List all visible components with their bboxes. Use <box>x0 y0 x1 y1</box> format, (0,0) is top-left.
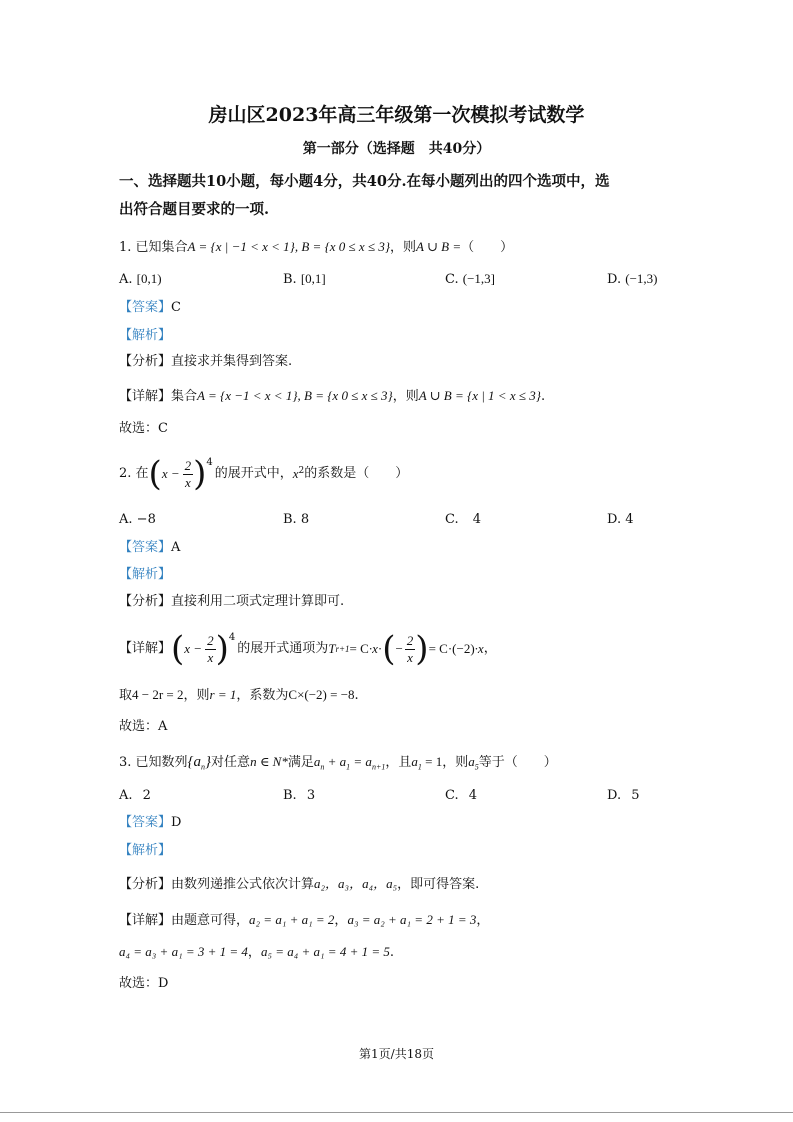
q3-a5: a <box>468 754 475 769</box>
fenxi-tag: 【分析】 <box>119 594 172 609</box>
q3-jiexi-tag: 【解析】 <box>119 843 172 858</box>
line2-math4: ×(−2) = −8 <box>297 687 355 702</box>
option-letter: A. <box>119 512 133 527</box>
option-value: 8 <box>300 512 310 527</box>
section-subtitle: 第一部分（选择题 共40分） <box>302 141 491 157</box>
line2-mid: ，则 <box>183 688 210 703</box>
option-letter: C. <box>445 272 459 287</box>
option-letter: D. <box>607 512 622 527</box>
q2-answer <box>119 539 180 557</box>
q3-option-a <box>119 787 151 805</box>
option-value: 5 <box>631 788 640 803</box>
q2-option-b <box>283 511 309 529</box>
q1-conclusion: 故选：C <box>119 421 168 436</box>
xiangjie-neg2: ·(−2) <box>447 641 475 656</box>
xiangjie-math2: A ∪ B = {x | 1 < x ≤ 3} <box>418 388 541 403</box>
q3-stem-prefix: 3. 已知数列 <box>119 755 188 770</box>
option-letter: C. <box>445 788 459 803</box>
q3-stem-mid3: ，且 <box>385 755 412 770</box>
q2-fraction-2 <box>405 633 416 666</box>
option-letter: B. <box>283 272 297 287</box>
right-paren-icon: ) <box>415 629 429 669</box>
q3-stem-mid: 对任意 <box>211 755 251 770</box>
q2-stem-prefix: 2. 在 <box>119 466 149 481</box>
q2-fraction <box>183 458 194 491</box>
xiangjie-C2: = C <box>428 641 448 656</box>
fraction-numerator: 2 <box>184 457 192 473</box>
q3-seq-end: } <box>205 754 212 770</box>
left-paren-icon: ( <box>148 454 162 494</box>
q3-option-b <box>283 787 315 805</box>
option-value: (−1,3] <box>462 271 496 286</box>
q2-stem <box>119 452 408 496</box>
option-letter: A. <box>119 788 133 803</box>
q2-power: 4 <box>206 457 213 468</box>
line2-sep: ， <box>247 945 261 960</box>
q1-option-d <box>607 270 657 289</box>
q3-a1: + a <box>324 754 347 769</box>
q3-line2 <box>119 943 394 962</box>
option-value: [0,1] <box>300 271 326 286</box>
q2-line2 <box>119 686 359 705</box>
right-paren-icon: ) <box>215 629 229 669</box>
q2-x-squared-exp: 2 <box>298 466 305 476</box>
answer-tag: 【答案】 <box>119 815 172 830</box>
q1-jiexi-tag: 【解析】 <box>119 328 172 343</box>
answer-value: D <box>171 815 182 830</box>
q1-stem-suffix: ，则 <box>390 240 417 255</box>
q1-option-b <box>283 270 326 289</box>
q1-xiangjie <box>119 387 545 406</box>
q2-option-d <box>607 511 634 529</box>
q3-option-c <box>445 787 477 805</box>
q2-fraction <box>205 633 216 666</box>
line2-mid2: ，系数为 <box>236 688 289 703</box>
fenxi-tag: 【分析】 <box>119 354 172 369</box>
option-letter: A. <box>119 272 133 287</box>
q3-answer <box>119 814 181 832</box>
page-title: 房山区2023年高三年级第一次模拟考试数学 <box>208 104 585 126</box>
q3-n-in-N: n ∈ N* <box>250 754 288 769</box>
line2-end: . <box>354 688 359 703</box>
xiangjie-end: . <box>540 389 546 404</box>
q3-stem-mid4: ，则 <box>442 755 469 770</box>
xiangjie-tag: 【详解】 <box>119 913 172 928</box>
q2-fenxi <box>119 593 344 611</box>
fenxi-tag: 【分析】 <box>119 877 172 892</box>
xiangjie-mid: ，则 <box>392 389 419 404</box>
fenxi-prefix: 由数列递推公式依次计算 <box>171 877 315 892</box>
fenxi-end: ，即可得答案. <box>397 877 480 892</box>
q1-fenxi <box>119 353 292 371</box>
q1-option-a <box>119 270 162 289</box>
left-paren-icon: ( <box>171 629 185 669</box>
q2-x-part: x − <box>161 466 180 481</box>
xiangjie-prefix: 由题意可得， <box>171 913 250 928</box>
right-paren-icon: ) <box>193 454 207 494</box>
page-bottom-divider <box>0 1112 793 1113</box>
xiangjie-mid: 的展开式通项为 <box>237 641 329 656</box>
fraction-numerator: 2 <box>207 632 214 648</box>
q1-stem <box>119 238 513 257</box>
xiangjie-x: ·x <box>368 641 378 656</box>
q3-stem: 3. 已知数列$\{a_n\}$对任意n ∈ N*满足$a_n + a_1 = a_{n+1}$，且$a_1 = 1$，则$a_5$等于（ ） <box>119 754 557 772</box>
xiangjie-sep: ， <box>334 913 348 928</box>
option-value: 4 <box>468 788 478 803</box>
option-value: (−1,3) <box>625 271 658 286</box>
xiangjie-math2: a₃ = a₂ + a₁ = 2 + 1 = 3 <box>347 912 477 927</box>
q2-x-part: x − <box>184 641 203 656</box>
xiangjie-end: ， <box>476 913 490 928</box>
q1-stem-math2: A ∪ B = <box>416 239 462 254</box>
fraction-numerator: 2 <box>406 632 414 648</box>
xiangjie-T: T <box>328 641 336 656</box>
fraction-denominator: x <box>207 649 214 665</box>
q3-a1-val: a <box>411 754 418 769</box>
xiangjie-math: A = {x −1 < x < 1}, B = {x 0 ≤ x ≤ 3} <box>197 388 393 403</box>
xiangjie-T-sub: r+1 <box>335 644 350 654</box>
section-intro-line2: 出符合题目要求的一项. <box>119 201 270 218</box>
q3-stem-mid2: 满足 <box>287 755 314 770</box>
fraction-denominator: x <box>407 649 413 665</box>
xiangjie-prefix: 集合 <box>171 389 198 404</box>
fraction-denominator: x <box>184 474 191 490</box>
line2-math2: a₅ = a₄ + a₁ = 4 + 1 = 5 <box>260 944 390 959</box>
xiangjie-math: a₂ = a₁ + a₁ = 2 <box>249 912 335 927</box>
q3-option-d <box>607 787 640 805</box>
q3-conclusion: 故选：D <box>119 976 169 991</box>
q1-stem-paren: （ ） <box>461 240 514 255</box>
section-intro-line1: 一、选择题共10小题，每小题4分，共40分.在每小题列出的四个选项中，选 <box>119 173 610 190</box>
answer-tag: 【答案】 <box>119 300 172 315</box>
xiangjie-x2: ·x <box>474 641 484 656</box>
q1-stem-prefix: 1. 已知集合 <box>119 240 188 255</box>
line2-math: 4 − 2r = 2 <box>132 687 184 702</box>
xiangjie-tag: 【详解】 <box>119 389 172 404</box>
line2-end: . <box>389 945 394 960</box>
answer-value: A <box>171 540 181 555</box>
q2-xiangjie: 【详解】 ( x − $\frac{2}{x}$ ) $^4$ 的展开式通项为 T r+1 = C ·x · ( − $\frac{2}{x}$ ) = C ·(−2) ·x ， <box>119 629 497 669</box>
option-value: 4 <box>625 512 634 527</box>
q2-power: 4 <box>228 632 236 643</box>
line2-prefix: 取 <box>119 688 133 703</box>
q3-an: a <box>313 754 321 769</box>
page-number: 第1页/共18页 <box>359 1047 434 1061</box>
q2-option-c <box>445 511 481 529</box>
q2-conclusion: 故选：A <box>119 719 168 734</box>
q2-jiexi-tag: 【解析】 <box>119 567 172 582</box>
q2-x-squared: x <box>292 466 299 481</box>
option-value: 4 <box>472 512 482 527</box>
q3-stem-suffix: 等于（ ） <box>478 755 557 770</box>
line2-C: C <box>288 687 298 702</box>
left-paren-icon: ( <box>382 629 396 669</box>
q3-seq: {a <box>187 754 202 770</box>
q2-stem-suffix: 的系数是（ ） <box>304 466 409 481</box>
option-value: [0,1) <box>136 271 162 286</box>
q3-xiangjie <box>119 911 489 930</box>
answer-tag: 【答案】 <box>119 540 172 555</box>
q3-fenxi <box>119 875 479 894</box>
option-letter: B. <box>283 788 297 803</box>
xiangjie-end: ， <box>483 641 497 656</box>
q1-option-c <box>445 270 495 289</box>
option-value: 3 <box>306 788 316 803</box>
q2-stem-mid: 的展开式中， <box>214 466 293 481</box>
xiangjie-dot: · <box>377 641 383 656</box>
option-letter: D. <box>607 272 622 287</box>
xiangjie-C: = C <box>349 641 369 656</box>
option-value: −8 <box>136 512 156 527</box>
q2-option-a <box>119 511 156 529</box>
xiangjie-tag: 【详解】 <box>119 641 172 656</box>
line2-math: a₄ = a₃ + a₁ = 3 + 1 = 4 <box>119 944 248 959</box>
fenxi-text: 直接求并集得到答案. <box>171 354 293 369</box>
q1-answer <box>119 299 181 317</box>
fenxi-text: 直接利用二项式定理计算即可. <box>171 594 345 609</box>
answer-value: C <box>171 300 181 315</box>
line2-math2: r = 1 <box>209 687 237 702</box>
q3-a1-eq: = 1 <box>421 754 443 769</box>
option-letter: D. <box>607 788 622 803</box>
option-letter: C. <box>445 512 459 527</box>
option-value: 2 <box>142 788 151 803</box>
q3-an1: = a <box>350 754 372 769</box>
option-letter: B. <box>283 512 297 527</box>
fenxi-list: a₂，a₃，a₄，a₅ <box>314 876 398 891</box>
q1-stem-math: A = {x | −1 < x < 1}, B = {x 0 ≤ x ≤ 3} <box>187 239 391 254</box>
